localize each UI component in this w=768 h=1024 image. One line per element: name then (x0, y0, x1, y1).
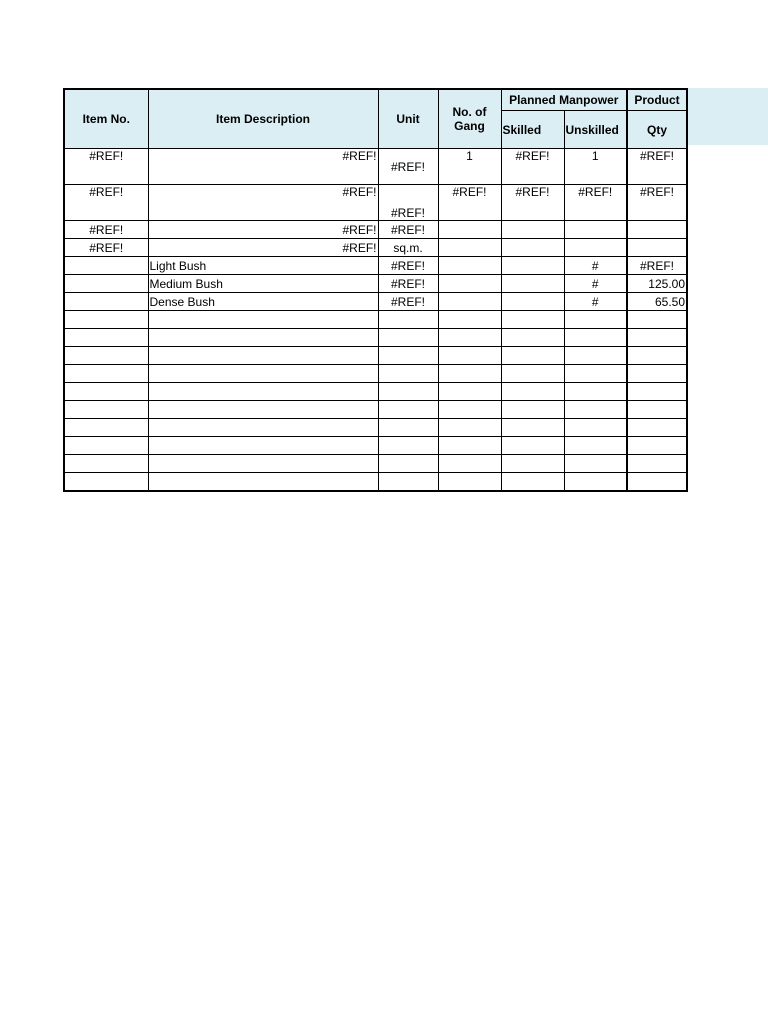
cell-gang[interactable]: 1 (438, 149, 501, 185)
cell-item-no[interactable]: #REF! (64, 185, 148, 221)
empty-cell[interactable] (64, 455, 148, 473)
cell-gang[interactable] (438, 275, 501, 293)
empty-cell[interactable] (148, 473, 378, 492)
empty-cell[interactable] (64, 365, 148, 383)
cell-unit[interactable]: sq.m. (378, 239, 438, 257)
cell-unit[interactable]: #REF! (378, 149, 438, 185)
empty-cell[interactable] (564, 437, 627, 455)
empty-cell[interactable] (64, 401, 148, 419)
empty-cell[interactable] (438, 365, 501, 383)
empty-cell[interactable] (564, 419, 627, 437)
cell-gang[interactable] (438, 257, 501, 275)
empty-cell[interactable] (148, 455, 378, 473)
empty-cell[interactable] (64, 419, 148, 437)
cell-description[interactable]: #REF! (148, 239, 378, 257)
table-row (64, 149, 687, 185)
table-row (64, 257, 687, 275)
empty-cell[interactable] (378, 473, 438, 492)
manpower-table (63, 88, 688, 492)
cell-unskilled[interactable]: #REF! (564, 185, 627, 221)
empty-cell[interactable] (564, 401, 627, 419)
empty-cell[interactable] (378, 437, 438, 455)
empty-cell[interactable] (501, 437, 564, 455)
cell-unit[interactable]: #REF! (378, 257, 438, 275)
header-unit[interactable]: Unit (378, 89, 438, 149)
empty-cell[interactable] (378, 365, 438, 383)
cell-skilled[interactable] (501, 275, 564, 293)
empty-cell[interactable] (378, 455, 438, 473)
empty-cell[interactable] (148, 401, 378, 419)
empty-cell[interactable] (64, 437, 148, 455)
empty-cell[interactable] (64, 311, 148, 329)
cell-unskilled[interactable] (564, 221, 627, 239)
empty-cell[interactable] (64, 329, 148, 347)
cell-item-no[interactable] (64, 257, 148, 275)
cell-qty[interactable]: #REF! (627, 257, 687, 275)
cell-item-no[interactable]: #REF! (64, 149, 148, 185)
empty-cell[interactable] (378, 347, 438, 365)
empty-cell[interactable] (627, 419, 687, 437)
cell-description[interactable]: #REF! (148, 149, 378, 185)
empty-cell[interactable] (148, 383, 378, 401)
empty-cell[interactable] (627, 401, 687, 419)
cell-gang[interactable] (438, 221, 501, 239)
empty-cell[interactable] (501, 473, 564, 492)
empty-cell[interactable] (378, 311, 438, 329)
cell-unskilled[interactable]: # (564, 293, 627, 311)
empty-cell[interactable] (501, 455, 564, 473)
empty-cell[interactable] (564, 473, 627, 492)
empty-cell[interactable] (501, 401, 564, 419)
empty-cell[interactable] (501, 419, 564, 437)
empty-cell[interactable] (438, 455, 501, 473)
header-item-description[interactable]: Item Description (148, 89, 378, 149)
empty-cell[interactable] (627, 437, 687, 455)
empty-cell[interactable] (438, 383, 501, 401)
empty-cell[interactable] (438, 347, 501, 365)
cell-gang[interactable] (438, 239, 501, 257)
empty-cell[interactable] (564, 311, 627, 329)
empty-cell[interactable] (627, 365, 687, 383)
spreadsheet (63, 88, 688, 492)
empty-cell[interactable] (148, 365, 378, 383)
cell-skilled[interactable]: #REF! (501, 149, 564, 185)
empty-cell[interactable] (438, 401, 501, 419)
empty-cell[interactable] (627, 329, 687, 347)
header-unskilled[interactable]: Unskilled (564, 111, 627, 149)
empty-cell[interactable] (501, 383, 564, 401)
cell-qty[interactable]: #REF! (627, 185, 687, 221)
header-item-no[interactable]: Item No. (64, 89, 148, 149)
cell-qty[interactable]: 125.00 (627, 275, 687, 293)
table-row (64, 239, 687, 257)
empty-cell[interactable] (148, 419, 378, 437)
cell-unit[interactable]: #REF! (378, 275, 438, 293)
empty-cell[interactable] (64, 347, 148, 365)
header-no-of-gang[interactable]: No. of Gang (438, 89, 501, 149)
cell-description[interactable]: Dense Bush (148, 293, 378, 311)
empty-cell[interactable] (64, 473, 148, 492)
cell-description[interactable]: Medium Bush (148, 275, 378, 293)
empty-cell[interactable] (378, 401, 438, 419)
cell-unit[interactable]: #REF! (378, 185, 438, 221)
cell-skilled[interactable] (501, 257, 564, 275)
cell-description[interactable]: #REF! (148, 185, 378, 221)
empty-cell[interactable] (438, 329, 501, 347)
cell-unskilled[interactable]: # (564, 257, 627, 275)
cell-description[interactable]: Light Bush (148, 257, 378, 275)
empty-cell[interactable] (564, 455, 627, 473)
empty-cell[interactable] (564, 347, 627, 365)
header-skilled[interactable]: Skilled (501, 111, 564, 149)
cell-skilled[interactable]: #REF! (501, 185, 564, 221)
empty-cell[interactable] (501, 311, 564, 329)
cell-qty[interactable] (627, 239, 687, 257)
empty-cell[interactable] (501, 365, 564, 383)
table-row-empty (64, 329, 687, 347)
empty-cell[interactable] (378, 383, 438, 401)
cell-item-no[interactable] (64, 275, 148, 293)
empty-cell[interactable] (148, 347, 378, 365)
empty-cell[interactable] (378, 419, 438, 437)
table-row-empty (64, 365, 687, 383)
empty-cell[interactable] (438, 437, 501, 455)
empty-cell[interactable] (438, 311, 501, 329)
empty-cell[interactable] (564, 383, 627, 401)
table-row-empty (64, 383, 687, 401)
empty-cell[interactable] (148, 311, 378, 329)
cell-item-no[interactable]: #REF! (64, 221, 148, 239)
empty-cell[interactable] (378, 329, 438, 347)
empty-cell[interactable] (627, 311, 687, 329)
cell-qty[interactable]: 65.50 (627, 293, 687, 311)
empty-cell[interactable] (64, 383, 148, 401)
table-row-empty (64, 347, 687, 365)
product-header-overflow (686, 88, 768, 145)
cell-gang[interactable] (438, 293, 501, 311)
table-row-empty (64, 455, 687, 473)
empty-cell[interactable] (148, 437, 378, 455)
cell-unskilled[interactable]: # (564, 275, 627, 293)
table-row-empty (64, 437, 687, 455)
cell-item-no[interactable] (64, 293, 148, 311)
cell-qty[interactable]: #REF! (627, 149, 687, 185)
cell-unskilled[interactable] (564, 239, 627, 257)
empty-cell[interactable] (438, 419, 501, 437)
cell-gang[interactable]: #REF! (438, 185, 501, 221)
header-qty[interactable]: Qty (627, 111, 687, 149)
cell-unit[interactable]: #REF! (378, 293, 438, 311)
cell-item-no[interactable]: #REF! (64, 239, 148, 257)
table-row-empty (64, 311, 687, 329)
cell-skilled[interactable] (501, 293, 564, 311)
table-row (64, 221, 687, 239)
cell-description[interactable]: #REF! (148, 221, 378, 239)
cell-skilled[interactable] (501, 221, 564, 239)
table-row (64, 293, 687, 311)
cell-unskilled[interactable]: 1 (564, 149, 627, 185)
table-row-empty (64, 401, 687, 419)
empty-cell[interactable] (148, 329, 378, 347)
empty-cell[interactable] (564, 365, 627, 383)
cell-qty[interactable] (627, 221, 687, 239)
header-planned-manpower[interactable]: Planned Manpower (501, 89, 627, 111)
empty-cell[interactable] (501, 347, 564, 365)
empty-cell[interactable] (627, 383, 687, 401)
empty-cell[interactable] (501, 329, 564, 347)
empty-cell[interactable] (438, 473, 501, 492)
cell-unit[interactable]: #REF! (378, 221, 438, 239)
header-product[interactable]: Product (627, 89, 687, 111)
empty-cell[interactable] (627, 455, 687, 473)
table-row (64, 185, 687, 221)
table-row-empty (64, 419, 687, 437)
cell-skilled[interactable] (501, 239, 564, 257)
empty-cell[interactable] (627, 347, 687, 365)
table-row (64, 275, 687, 293)
empty-cell[interactable] (564, 329, 627, 347)
table-row-empty (64, 473, 687, 492)
empty-cell[interactable] (627, 473, 687, 492)
